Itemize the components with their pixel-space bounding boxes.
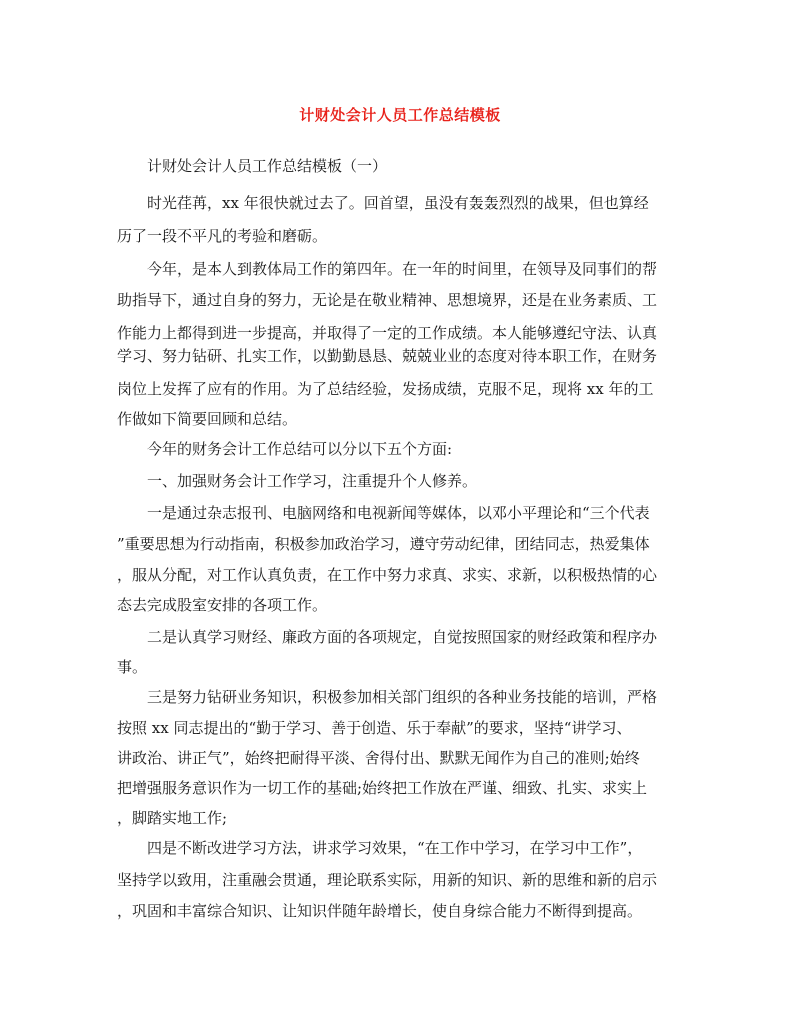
document-line: 坚持学以致用，注重融会贯通，理论联系实际，用新的知识、新的思维和新的启示: [117, 871, 658, 889]
document-line: 今年，是本人到教体局工作的第四年。在一年的时间里，在领导及同事们的帮: [147, 260, 658, 278]
document-line: 态去完成股室安排的各项工作。: [117, 596, 328, 614]
document-line: 时光荏苒，xx 年很快就过去了。回首望，虽没有轰轰烈烈的战果，但也算经: [147, 194, 649, 212]
document-line: 讲政治、讲正气”，始终把耐得平淡、舍得付出、默默无闻作为自己的准则;始终: [117, 749, 640, 767]
document-line: 三是努力钻研业务知识，积极参加相关部门组织的各种业务技能的培训，严格: [147, 688, 658, 706]
document-line: 学习、努力钻研、扎实工作，以勤勤恳恳、兢兢业业的态度对待本职工作，在财务: [117, 347, 658, 365]
document-line: 作能力上都得到进一步提高，并取得了一定的工作成绩。本人能够遵纪守法、认真: [117, 324, 658, 342]
document-line: 计财处会计人员工作总结模板（一）: [147, 157, 388, 175]
document-line: ，服从分配，对工作认真负责，在工作中努力求真、求实、求新，以积极热情的心: [117, 566, 658, 584]
document-line: 历了一段不平凡的考验和磨砺。: [117, 227, 328, 245]
document-line: 按照 xx 同志提出的“勤于学习、善于创造、乐于奉献”的要求，坚持“讲学习、: [117, 719, 632, 737]
document-line: ，脚踏实地工作;: [117, 809, 228, 827]
document-line: 事。: [117, 658, 148, 676]
document-line: ”重要思想为行动指南，积极参加政治学习，遵守劳动纪律，团结同志，热爱集体: [117, 535, 650, 553]
document-title: 计财处会计人员工作总结模板: [299, 106, 501, 124]
document-line: ，巩固和丰富综合知识、让知识伴随年龄增长，使自身综合能力不断得到提高。: [117, 902, 643, 920]
document-line: 作做如下简要回顾和总结。: [117, 410, 298, 428]
document-line: 今年的财务会计工作总结可以分以下五个方面:: [147, 440, 453, 458]
document-line: 一、加强财务会计工作学习，注重提升个人修养。: [147, 472, 478, 490]
document-line: 二是认真学习财经、廉政方面的各项规定，自觉按照国家的财经政策和程序办: [147, 628, 658, 646]
document-line: 助指导下，通过自身的努力，无论是在敬业精神、思想境界，还是在业务素质、工: [117, 291, 658, 309]
document-line: 把增强服务意识作为一切工作的基础;始终把工作放在严谨、细致、扎实、求实上: [117, 779, 648, 797]
document-line: 一是通过杂志报刊、电脑网络和电视新闻等媒体，以邓小平理论和“三个代表: [147, 504, 650, 522]
document-line: 岗位上发挥了应有的作用。为了总结经验，发扬成绩，克服不足，现将 xx 年的工: [117, 380, 654, 398]
document-line: 四是不断改进学习方法，讲求学习效果，“在工作中学习，在学习中工作”，: [147, 839, 643, 857]
